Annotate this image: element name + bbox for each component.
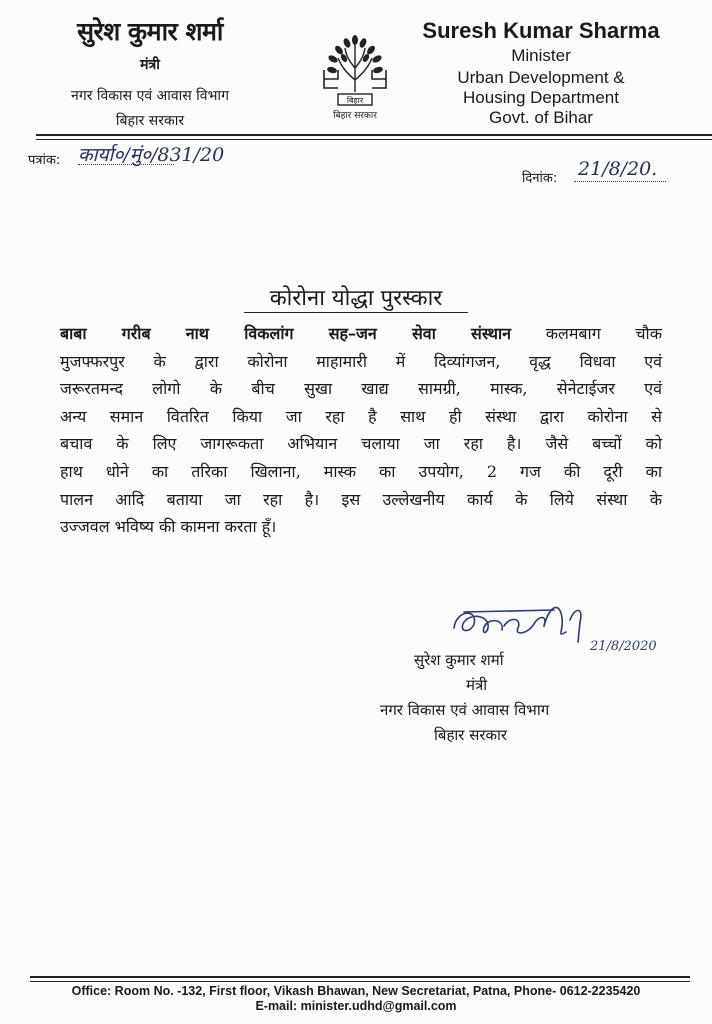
- signatory-government: बिहार सरकार: [434, 726, 508, 744]
- footer-office-address: Office: Room No. -132, First floor, Vikash Bhawan, New Secretariat, Patna, Phone- 0612-2235420: [71, 984, 641, 998]
- letterhead-name-hindi: सुरेश कुमार शर्मा: [77, 17, 223, 46]
- letterhead-government-hindi: बिहार सरकार: [115, 113, 185, 129]
- emblem-text: बिहार: [346, 96, 364, 105]
- body-line: हाथ धोने का तरिका खिलाना, मास्क का उपयोग, 2 गज की दूरी का: [60, 461, 662, 481]
- organization-name: बाबा गरीब नाथ विकलांग सह–जन सेवा संस्थान: [60, 324, 511, 343]
- date-value: 21/8/20.: [578, 158, 658, 180]
- letterhead-department-hindi: नगर विकास एवं आवास विभाग: [71, 88, 229, 104]
- body-line: पालन आदि बताया जा रहा है। इस उल्लेखनीय कार्य के लिये संस्था के: [60, 489, 662, 509]
- letterhead-government-english: Govt. of Bihar: [489, 108, 593, 127]
- letter-heading: कोरोना योद्धा पुरस्कार: [269, 286, 443, 311]
- body-line: मुजफ्फरपुर के द्वारा कोरोना माहामारी में दिव्यांगजन, वृद्ध विधवा एवं: [60, 351, 662, 371]
- footer-email: E-mail: minister.udhd@gmail.com: [255, 999, 457, 1013]
- letter-body: [60, 320, 662, 541]
- date-dotted-line: [574, 181, 666, 182]
- signature-date: 21/8/2020: [590, 639, 657, 654]
- letterhead-title-english: Minister: [511, 46, 571, 65]
- date-label: दिनांक:: [522, 171, 558, 186]
- body-line: बचाव के लिए जागरूकता अभियान चलाया जा रहा है। जैसे बच्चों को: [60, 434, 662, 454]
- letterhead-department-english-line1: Urban Development &: [457, 68, 625, 87]
- body-line: उज्जवल भविष्य की कामना करता हूँ।: [60, 517, 277, 537]
- footer-divider: [30, 976, 690, 978]
- body-line: जरूरतमन्द लोगो के बीच सुखा खाद्य सामग्री, मास्क, सेनेटाईजर एवं: [60, 379, 662, 399]
- reference-dotted-line: [78, 164, 174, 165]
- reference-number: कार्या०/मुं०/831/20: [78, 144, 225, 166]
- signatory-block: [380, 648, 660, 748]
- letterhead-department-english-line2: Housing Department: [463, 88, 619, 107]
- signatory-department: नगर विकास एवं आवास विभाग: [380, 701, 550, 719]
- emblem-caption: बिहार सरकार: [333, 111, 377, 121]
- body-line: अन्य समान वितरित किया जा रहा है साथ ही संस्था द्वारा कोरोना से: [60, 406, 662, 426]
- heading-underline: [244, 312, 468, 313]
- body-line: [60, 320, 662, 348]
- letterhead-name-english: Suresh Kumar Sharma: [422, 18, 660, 43]
- signatory-name: सुरेश कुमार शर्मा: [414, 651, 504, 669]
- body-line-1-rest: कलमबाग चौक: [511, 324, 662, 343]
- reference-label: पत्रांक:: [28, 153, 61, 168]
- signatory-title: मंत्री: [466, 676, 488, 694]
- letterhead-title-hindi: मंत्री: [140, 57, 160, 73]
- header-divider: [36, 134, 712, 136]
- header-divider-thin: [36, 139, 712, 140]
- footer-divider-thin: [30, 981, 690, 982]
